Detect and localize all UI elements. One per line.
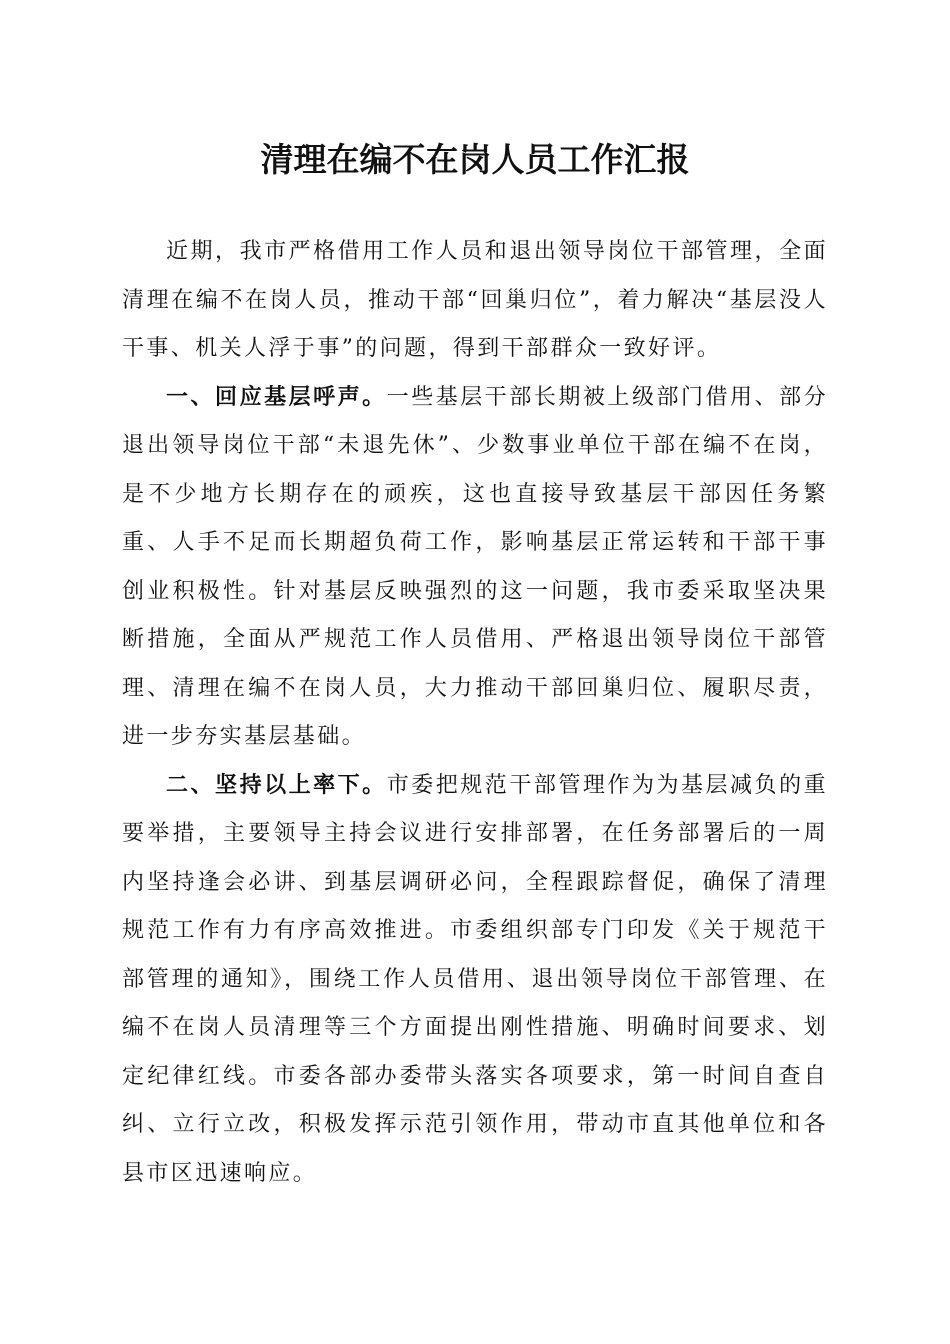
document-title: 清理在编不在岗人员工作汇报 <box>260 140 690 179</box>
section-2-body: 市委把规范干部管理作为为基层减负的重要举措，主要领导主持会议进行安排部署，在任务部署后的一周内坚持逢会必讲、到基层调研必问，全程跟踪督促，确保了清理规范工作有力有序高效推进。市委组织部专门印发《关于规范干部管理的通知》，围绕工作人员借用、退出领导岗位干部管理、在编不在岗人员清理等三个方面提出刚性措施、明确时间要求、划定纪律红线。市委各部办委带头落实各项要求，第一时间自查自纠、立行立改，积极发挥示范引领作用，带动市直其他单位和各县市区迅速响应。 <box>122 772 829 1186</box>
section-2-heading: 二、坚持以上率下。 <box>166 772 387 798</box>
section-2-paragraph <box>122 762 828 1199</box>
section-1-body: 一些基层干部长期被上级部门借用、部分退出领导岗位干部“未退先休”、少数事业单位干部在编不在岗，是不少地方长期存在的顽疾，这也直接导致基层干部因任务繁重、人手不足而长期超负荷工作，影响基层正常运转和干部干事创业积极性。针对基层反映强烈的这一问题，我市委采取坚决果断措施，全面从严规范工作人员借用、严格退出领导岗位干部管理、清理在编不在岗人员，大力推动干部回巢归位、履职尽责，进一步夯实基层基础。 <box>122 384 829 749</box>
intro-paragraph: 近期，我市严格借用工作人员和退出领导岗位干部管理，全面清理在编不在岗人员，推动干部“回巢归位”，着力解决“基层没人干事、机关人浮于事”的问题，得到干部群众一致好评。 <box>122 239 828 361</box>
section-1-paragraph <box>122 374 828 762</box>
document-body <box>122 228 828 1198</box>
section-1-heading: 一、回应基层呼声。 <box>166 384 387 410</box>
